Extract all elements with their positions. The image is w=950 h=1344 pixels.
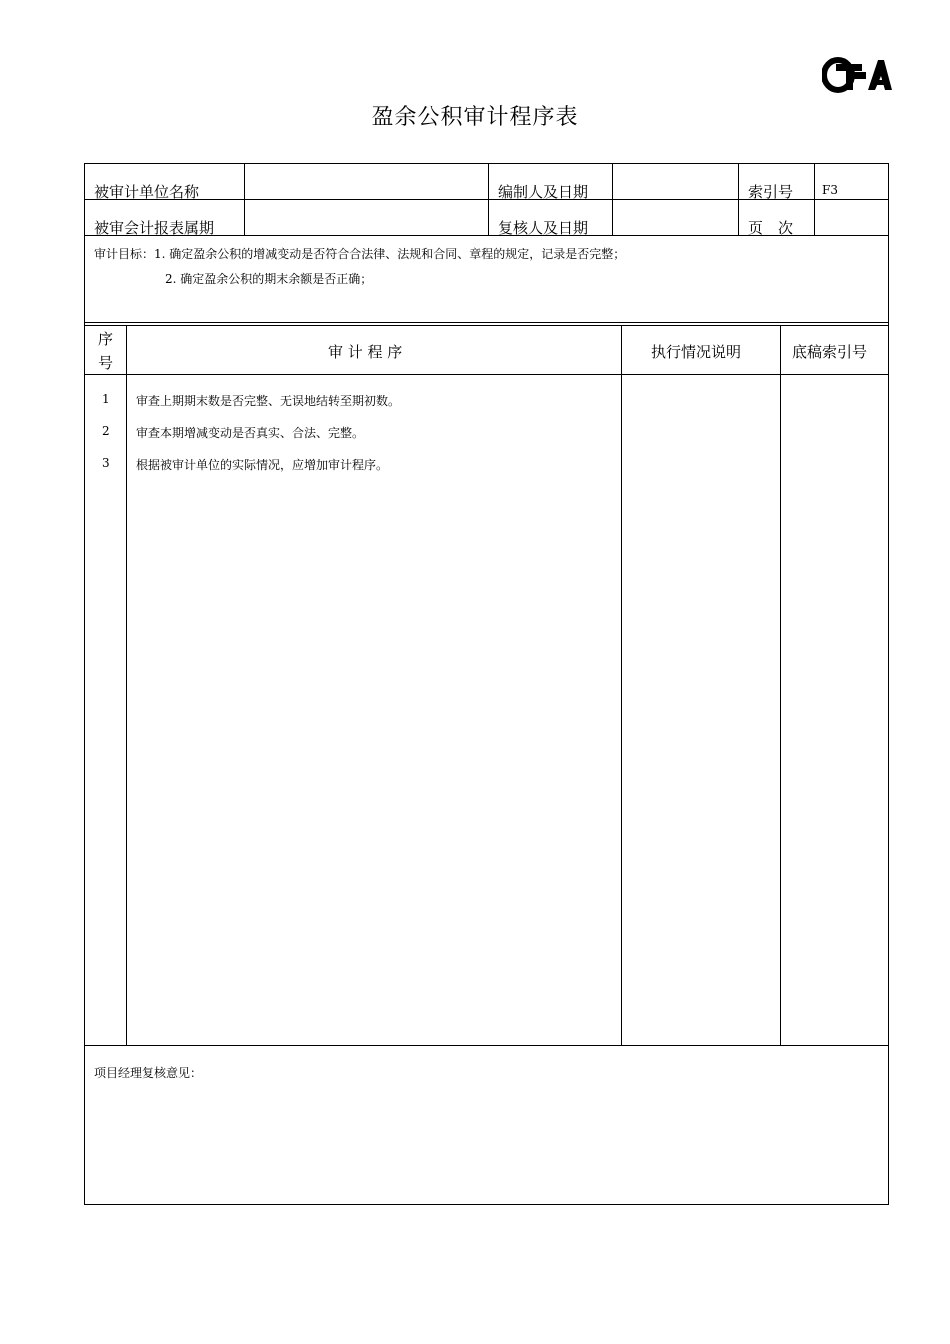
period-label: 被审会计报表属期 [94,219,215,237]
divider [84,1045,889,1046]
index-label: 索引号 [748,183,794,201]
row-seq: 2 [102,424,110,438]
divider [84,325,889,326]
page-label: 页 次 [748,219,794,237]
audit-program-form [84,163,889,1205]
prepared-by-label: 编制人及日期 [498,183,589,201]
divider [84,322,889,323]
divider [814,163,815,235]
entity-label: 被审计单位名称 [94,183,200,201]
divider [488,163,489,235]
row-seq: 1 [102,392,110,406]
divider [621,325,622,1045]
col-ref-header: 底稿索引号 [792,343,868,361]
row-seq: 3 [102,456,110,470]
divider [244,163,245,235]
index-value: F3 [822,183,838,197]
divider [84,374,889,375]
row-procedure: 审查上期期末数是否完整、无误地结转至期初数。 [136,394,401,408]
divider [126,325,127,1045]
col-execution-header: 执行情况说明 [651,343,742,361]
row-procedure: 审查本期增减变动是否真实、合法、完整。 [136,426,365,440]
objective-line-2: 2. 确定盈余公积的期末余额是否正确； [165,272,373,286]
row-procedure: 根据被审计单位的实际情况，应增加审计程序。 [136,458,389,472]
review-label: 项目经理复核意见： [94,1066,203,1080]
divider [780,325,781,1045]
divider [738,163,739,235]
col-seq-header: 号 [98,354,114,372]
objective-line-1: 审计目标：1. 确定盈余公积的增减变动是否符合合法律、法规和合同、章程的规定，记录是否完整； [94,247,626,261]
col-seq-header: 序 [98,330,114,348]
reviewed-by-label: 复核人及日期 [498,219,589,237]
cpa-logo [822,56,894,94]
col-procedure-header: 审 计 程 序 [328,343,403,361]
page-title: 盈余公积审计程序表 [371,105,579,130]
divider [612,163,613,235]
